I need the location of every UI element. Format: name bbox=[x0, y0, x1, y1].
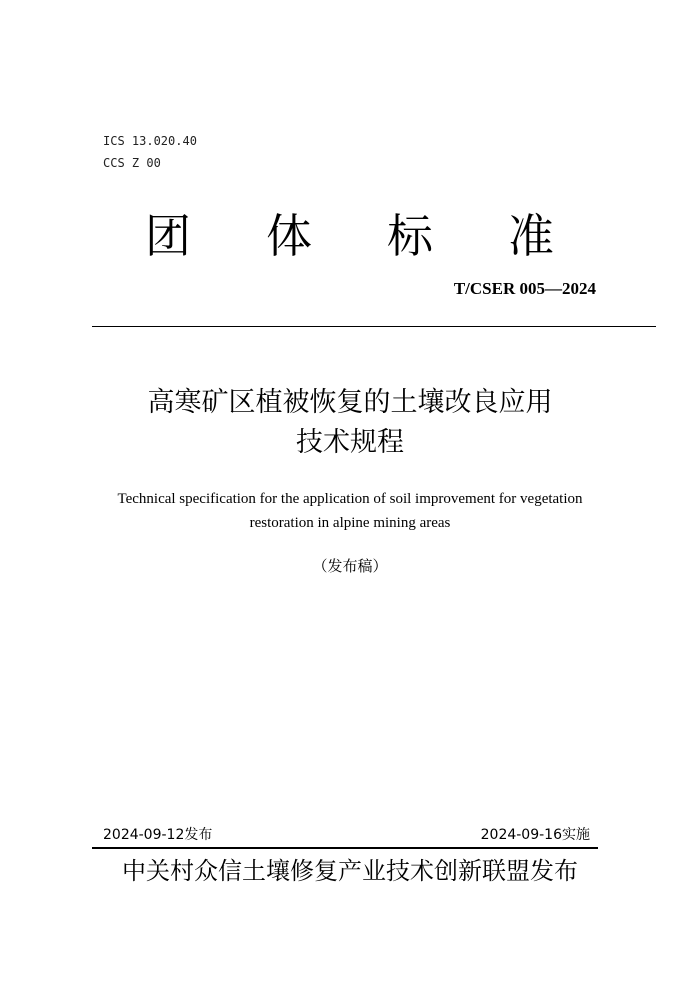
classification-codes bbox=[103, 130, 197, 174]
standard-category-title bbox=[0, 208, 700, 268]
chinese-title-line-2: 技术规程 bbox=[296, 427, 404, 458]
publish-date: 2024-09-12发布 bbox=[103, 827, 213, 843]
category-char-4: 准 bbox=[508, 209, 554, 263]
category-char-3: 标 bbox=[387, 209, 433, 263]
chinese-title-line-1: 高寒矿区植被恢复的土壤改良应用 bbox=[147, 387, 553, 418]
top-divider bbox=[92, 326, 656, 327]
category-char-1: 团 bbox=[145, 209, 191, 263]
english-title bbox=[60, 487, 640, 535]
ics-code: ICS 13.020.40 bbox=[103, 134, 197, 148]
implement-date: 2024-09-16实施 bbox=[480, 827, 590, 843]
chinese-title bbox=[0, 383, 700, 463]
draft-status: （发布稿） bbox=[312, 557, 388, 575]
category-char-2: 体 bbox=[266, 209, 312, 263]
bottom-divider bbox=[92, 847, 598, 849]
issuing-organization: 中关村众信土壤修复产业技术创新联盟发布 bbox=[122, 857, 578, 885]
english-title-line-2: restoration in alpine mining areas bbox=[249, 515, 451, 531]
standard-number: T/CSER 005—2024 bbox=[453, 279, 596, 298]
english-title-line-1: Technical specification for the application of soil improvement for vegetation bbox=[117, 491, 583, 507]
ccs-code: CCS Z 00 bbox=[103, 156, 161, 170]
